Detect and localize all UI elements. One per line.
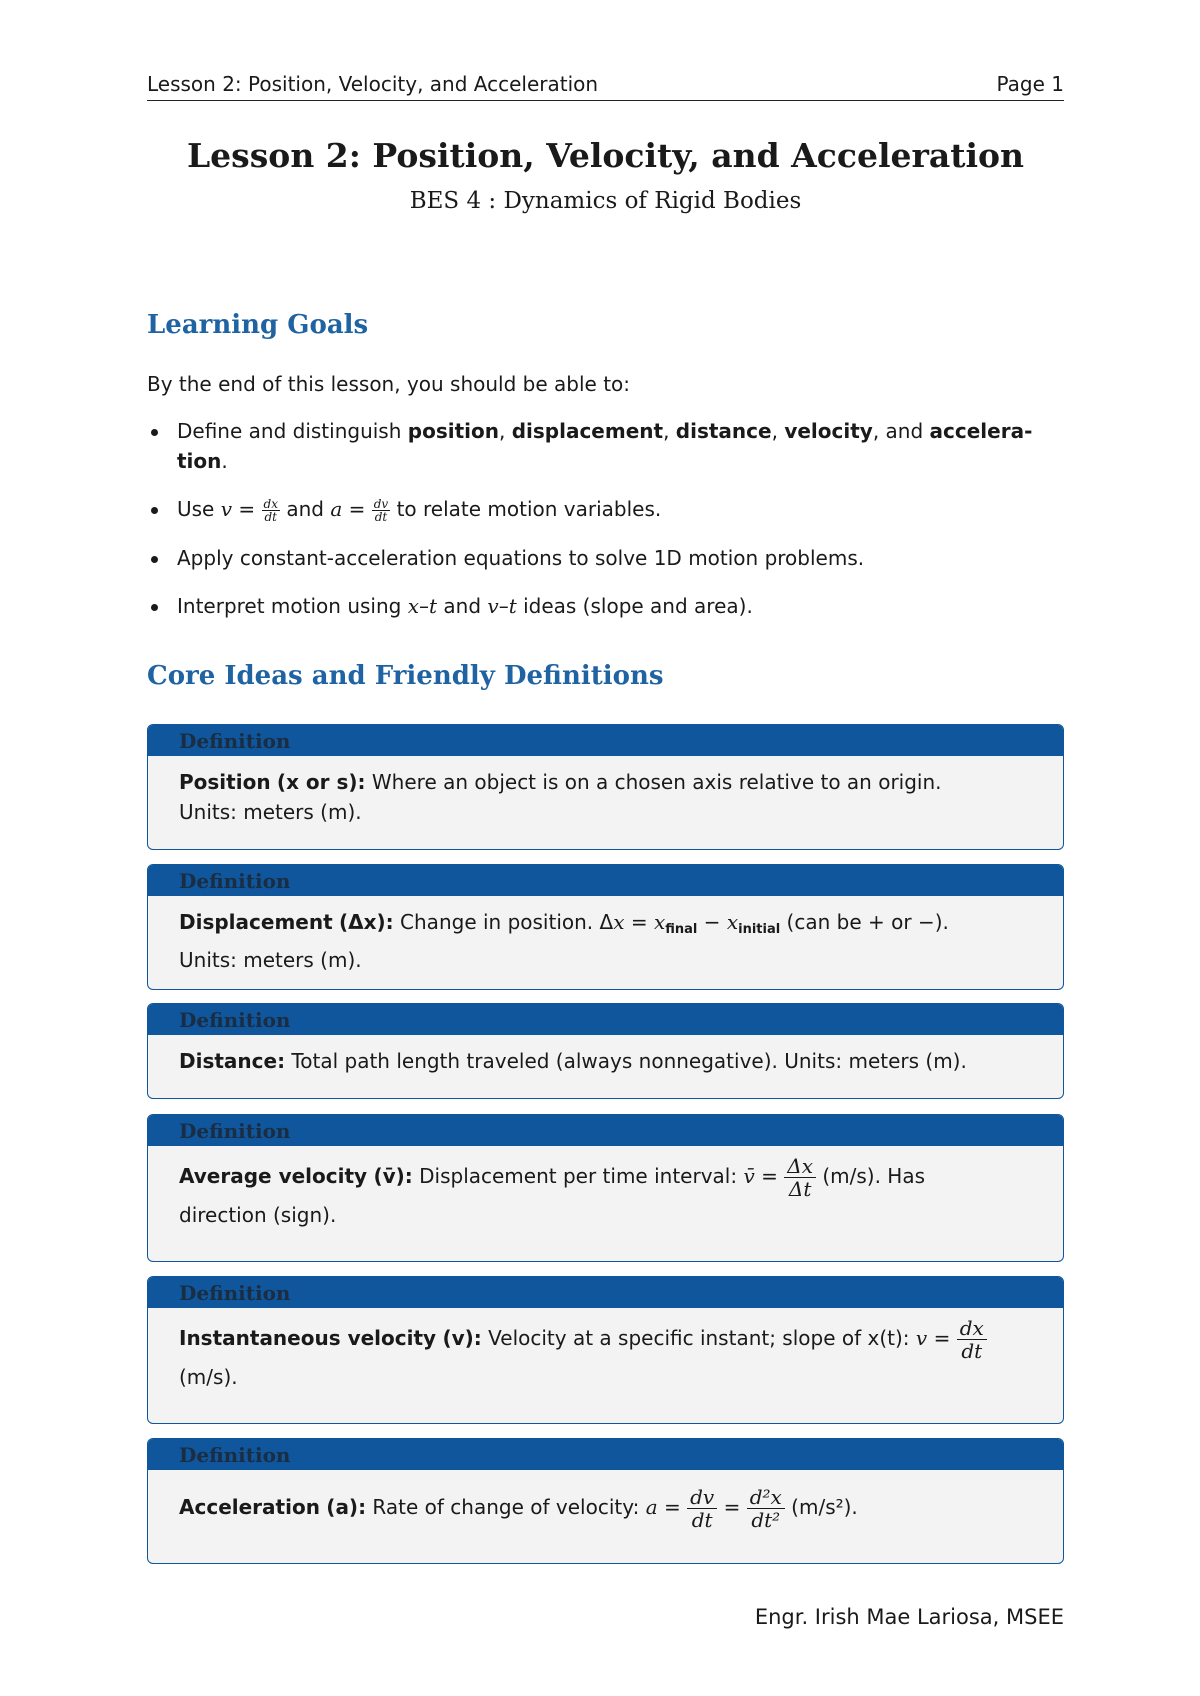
definition-label: Definition — [148, 1439, 1063, 1470]
definition-box-acceleration — [147, 1438, 1064, 1564]
goal-item-3: Apply constant-acceleration equations to solve 1D motion problems. — [147, 543, 1064, 573]
definition-label: Definition — [148, 725, 1063, 756]
bullet-icon — [151, 556, 158, 563]
definition-body: Average velocity (v̄): Displacement per time interval: v̄ = $\frac{\Delta x}{\Delta t}$ (m/s). Has direction (sign). — [179, 1154, 926, 1227]
definition-body: Acceleration (a): Rate of change of velocity: a = $\frac{dv}{dt}$ = $\frac{\text{d²x}}{\text{dt²}}$ (m/s²). — [179, 1485, 858, 1532]
definition-label: Definition — [148, 1004, 1063, 1035]
definition-body: Instantaneous velocity (v): Velocity at a specific instant; slope of x(t): v = $\frac{dx}{dt}$ (m/s). — [148, 1308, 1063, 1392]
definition-body: Distance: Total path length traveled (always nonnegative). Units: meters (m). — [179, 1049, 967, 1073]
document-subtitle: BES 4 : Dynamics of Rigid Bodies — [409, 188, 802, 214]
core-ideas-heading: Core Ideas and Friendly Definitions — [147, 661, 664, 691]
header-title: Lesson 2: Position, Velocity, and Acceleration — [147, 72, 599, 96]
learning-goals-heading: Learning Goals — [147, 310, 369, 340]
definition-box-displacement — [147, 864, 1064, 990]
definition-box-average-velocity — [147, 1114, 1064, 1262]
definition-label: Definition — [148, 1115, 1063, 1146]
definition-box-instantaneous-velocity — [147, 1276, 1064, 1424]
bullet-icon — [151, 604, 158, 611]
document-title: Lesson 2: Position, Velocity, and Acceleration — [186, 136, 1025, 175]
goal-item-2: Use v = $\frac{dx}{dt}$ and a = $\frac{dv}{dt}$ to relate motion variables. — [147, 494, 1064, 524]
goal-item-1: Define and distinguish position, displacement, distance, velocity, and accelera- tion. — [147, 416, 1064, 476]
page-number: Page 1 — [996, 72, 1064, 96]
running-header — [147, 72, 1064, 101]
definition-box-position — [147, 724, 1064, 850]
definition-label: Definition — [148, 1277, 1063, 1308]
bullet-icon — [151, 429, 158, 436]
goal-item-4: Interpret motion using x–t and v–t ideas (slope and area). — [147, 591, 1064, 621]
document-page — [147, 0, 1064, 1696]
bullet-icon — [151, 507, 158, 514]
definition-body: Position (x or s): Where an object is on a chosen axis relative to an origin. Units: meters (m). — [179, 770, 942, 824]
definition-body: Displacement (Δx): Change in position. $\Delta x = x_{final} - x_{initial}$ (can be + or −). Units: meters (m). — [179, 910, 949, 972]
goals-intro: By the end of this lesson, you should be able to: — [147, 372, 631, 396]
definition-label: Definition — [148, 865, 1063, 896]
definition-box-distance — [147, 1003, 1064, 1099]
author-footer: Engr. Irish Mae Lariosa, MSEE — [754, 1605, 1064, 1629]
